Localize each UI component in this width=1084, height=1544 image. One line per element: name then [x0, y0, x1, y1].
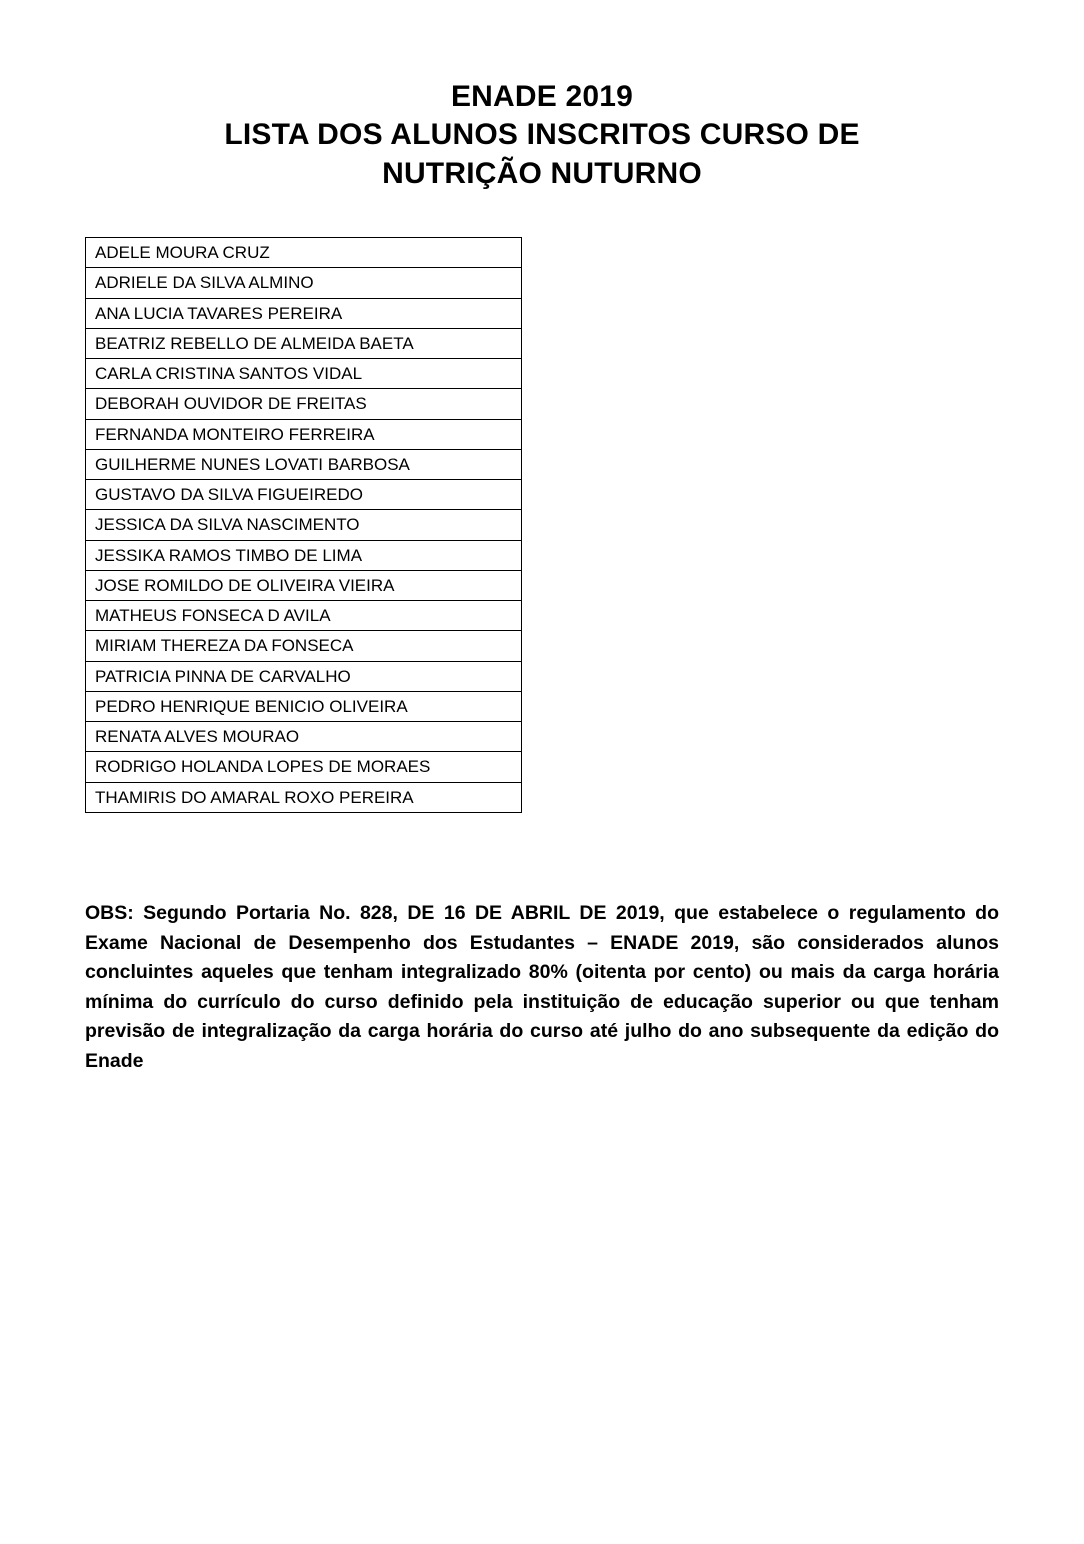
- student-name: THAMIRIS DO AMARAL ROXO PEREIRA: [86, 782, 522, 812]
- student-name: GUSTAVO DA SILVA FIGUEIREDO: [86, 480, 522, 510]
- student-name: PEDRO HENRIQUE BENICIO OLIVEIRA: [86, 691, 522, 721]
- student-name: JESSIKA RAMOS TIMBO DE LIMA: [86, 540, 522, 570]
- table-row: [86, 722, 522, 752]
- table-row: [86, 268, 522, 298]
- student-name: DEBORAH OUVIDOR DE FREITAS: [86, 389, 522, 419]
- student-name: PATRICIA PINNA DE CARVALHO: [86, 661, 522, 691]
- table-row: [86, 661, 522, 691]
- table-row: [86, 238, 522, 268]
- student-name: GUILHERME NUNES LOVATI BARBOSA: [86, 449, 522, 479]
- table-row: [86, 389, 522, 419]
- table-row: [86, 570, 522, 600]
- student-name: JESSICA DA SILVA NASCIMENTO: [86, 510, 522, 540]
- title-line-3: NUTRIÇÃO NUTURNO: [382, 156, 702, 190]
- student-name: ADELE MOURA CRUZ: [86, 238, 522, 268]
- table-row: [86, 419, 522, 449]
- table-row: [86, 752, 522, 782]
- table-row: [86, 328, 522, 358]
- table-row: [86, 540, 522, 570]
- student-name: MATHEUS FONSECA D AVILA: [86, 601, 522, 631]
- table-row: [86, 691, 522, 721]
- table-row: [86, 601, 522, 631]
- page-title: [0, 0, 1084, 193]
- table-row: [86, 359, 522, 389]
- table-row: [86, 631, 522, 661]
- table-row: [86, 480, 522, 510]
- title-line-1: ENADE 2019: [450, 80, 634, 113]
- table-row: [86, 449, 522, 479]
- students-table: [85, 237, 522, 813]
- student-name: RODRIGO HOLANDA LOPES DE MORAES: [86, 752, 522, 782]
- students-table-body: [86, 238, 522, 813]
- student-name: MIRIAM THEREZA DA FONSECA: [86, 631, 522, 661]
- student-name: ANA LUCIA TAVARES PEREIRA: [86, 298, 522, 328]
- table-row: [86, 298, 522, 328]
- student-name: BEATRIZ REBELLO DE ALMEIDA BAETA: [86, 328, 522, 358]
- student-name: ADRIELE DA SILVA ALMINO: [86, 268, 522, 298]
- student-name: JOSE ROMILDO DE OLIVEIRA VIEIRA: [86, 570, 522, 600]
- student-name: CARLA CRISTINA SANTOS VIDAL: [86, 359, 522, 389]
- student-name: FERNANDA MONTEIRO FERREIRA: [86, 419, 522, 449]
- observation-note: OBS: Segundo Portaria No. 828, DE 16 DE ABRIL DE 2019, que estabelece o regulamento do Exame Nacional de Desempenho dos Estudantes – ENADE 2019, são considerados alunos concluintes aqueles que tenham integralizado 80% (oitenta por cento) ou mais da carga horária mínima do currículo do curso definido pela instituição de educação superior ou que tenham previsão de integralização da carga horária do curso até julho do ano subsequente da edição do Enade: [85, 901, 999, 1073]
- title-line-2: LISTA DOS ALUNOS INSCRITOS CURSO DE: [224, 118, 860, 152]
- table-row: [86, 510, 522, 540]
- table-row: [86, 782, 522, 812]
- student-name: RENATA ALVES MOURAO: [86, 722, 522, 752]
